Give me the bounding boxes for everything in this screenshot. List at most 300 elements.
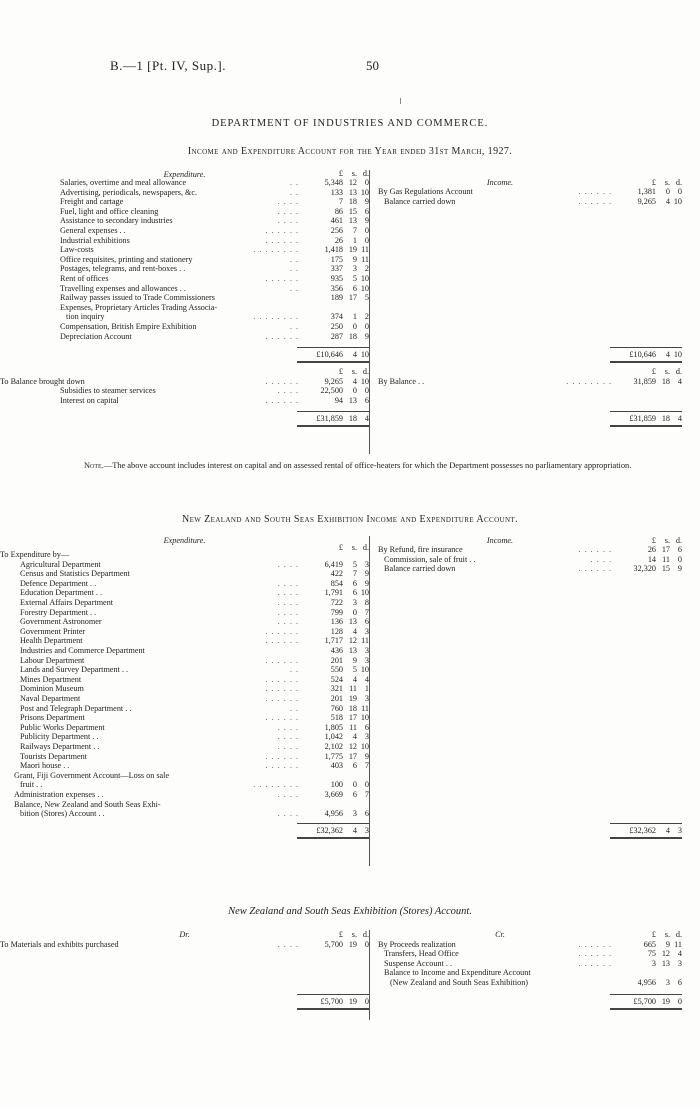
amount-pence: 0 [677, 996, 682, 1006]
pence-head: d. [362, 367, 369, 377]
amount-pounds: £32,362 [316, 825, 343, 835]
amount-cell [297, 312, 369, 322]
amount-shillings: 15 [348, 206, 357, 216]
amount-pence: 10 [360, 665, 369, 675]
amount-pence: 9 [364, 569, 369, 579]
currency-heads [610, 367, 682, 377]
row-label [60, 332, 132, 342]
amount-pence: 10 [673, 350, 682, 360]
amount-pence: 11 [361, 245, 369, 255]
amount-pence: 3 [364, 694, 369, 703]
amount-pounds: 14 [647, 554, 656, 564]
amount-pence: 0 [364, 939, 369, 949]
row-leader: . . . . . . [578, 196, 612, 206]
amount-cell [297, 617, 369, 627]
amount-pounds: 256 [330, 226, 343, 235]
row-label [20, 560, 101, 570]
amount-cell [297, 742, 369, 752]
ledger-row [20, 674, 369, 685]
single-rule [297, 347, 369, 348]
row-label [20, 617, 102, 627]
amount-pence: 10 [360, 283, 369, 293]
row-label [20, 732, 98, 742]
amount-pounds: 189 [330, 293, 343, 303]
amount-shillings: 13 [348, 646, 357, 655]
amount-shillings: 17 [348, 713, 357, 723]
amount-cell [297, 608, 369, 618]
amount-pence: 3 [364, 559, 369, 569]
row-label-text: Defence Department . . [20, 578, 97, 588]
amount-pounds: 374 [330, 312, 343, 322]
amount-pence: 3 [364, 646, 369, 655]
ledger-row [60, 216, 369, 226]
amount-shillings: 12 [348, 636, 357, 646]
amount-shillings: 6 [352, 283, 357, 293]
amount-shillings: 0 [352, 322, 357, 331]
row-label [60, 178, 186, 188]
amount-shillings: 9 [352, 254, 357, 264]
amount-cell [297, 264, 369, 274]
row-label-text: (New Zealand and South Seas Exhibition) [390, 978, 529, 987]
amount-shillings: 0 [352, 780, 357, 790]
row-label [20, 598, 113, 608]
amount-pounds: 1,042 [324, 732, 343, 742]
amount-pence: 10 [360, 742, 369, 751]
amount-pounds: 287 [330, 331, 343, 341]
pence-head: d. [675, 536, 682, 545]
row-label [384, 197, 455, 207]
amount-cell [610, 350, 682, 360]
cr-header: Cr. [495, 930, 505, 939]
amount-pence: 9 [364, 331, 369, 341]
row-leader: . . . . . . . . [253, 780, 299, 790]
row-label-text: Prisons Department [20, 713, 85, 723]
ledger-row [378, 377, 682, 387]
amount-shillings: 13 [348, 617, 357, 627]
ledger-row [378, 545, 682, 555]
row-leader: . . . . . . [265, 331, 299, 341]
amount-shillings: 0 [352, 607, 357, 617]
ledger-row [60, 178, 369, 188]
amount-pence: 3 [364, 655, 369, 665]
double-rule [297, 361, 369, 363]
row-label-text: Salaries, overtime and meal allowance [60, 178, 187, 187]
row-leader: . . . . . . [578, 545, 612, 554]
amount-pence: 7 [364, 790, 369, 799]
amount-shillings: 4 [352, 674, 357, 684]
amount-shillings: 12 [348, 178, 357, 187]
row-label-text: Commission, sale of fruit . . [384, 554, 476, 564]
amount-pounds: £31,859 [316, 413, 343, 423]
amount-cell [610, 949, 682, 959]
row-leader: . . . . . . [265, 674, 299, 684]
shilling-head: s. [351, 367, 357, 377]
double-rule [297, 837, 369, 839]
ledger-row [20, 569, 369, 579]
pound-head: £ [651, 178, 656, 187]
amount-cell [297, 245, 369, 255]
amount-pence: 11 [674, 939, 682, 949]
margin-mark [400, 98, 401, 104]
amount-pence: 6 [677, 978, 682, 987]
row-leader: . . . . [277, 809, 299, 819]
row-leader: . . . . . . [265, 655, 299, 665]
amount-pence: 6 [364, 396, 369, 405]
amount-cell [610, 564, 682, 574]
note-text: —The above account includes interest on capital and on assessed rental of office-heaters for which the Department possesses no parliamentary appropriation. [103, 461, 632, 470]
amount-shillings: 11 [349, 722, 357, 732]
amount-shillings: 11 [349, 684, 357, 694]
row-label-text: fruit . . [20, 780, 43, 790]
amount-shillings: 18 [348, 331, 357, 341]
row-label-text: By Gas Regulations Account [378, 187, 473, 196]
pence-head: d. [362, 543, 369, 552]
row-leader: . . . . [277, 790, 299, 799]
account1-title: Income and Expenditure Account for the Year ended 31st March, 1927. [187, 146, 513, 157]
amount-pence: 4 [364, 413, 369, 423]
page-number: 50 [366, 58, 379, 73]
amount-cell [610, 997, 682, 1007]
amount-cell [297, 598, 369, 608]
row-label-text: Publicity Department . . [20, 732, 99, 742]
amount-pence: 9 [364, 578, 369, 588]
amount-cell [297, 303, 369, 313]
amount-pence: 4 [677, 413, 682, 423]
amount-pence: 0 [364, 322, 369, 331]
shilling-head: s. [664, 536, 670, 545]
amount-pounds: 94 [334, 396, 343, 405]
row-label [60, 396, 119, 406]
amount-pounds: 760 [330, 703, 343, 713]
row-label-text: Railways Department . . [20, 742, 100, 751]
ledger-row [20, 626, 369, 637]
row-label [20, 588, 102, 598]
amount-cell [610, 978, 682, 988]
ledger-row [0, 376, 369, 387]
amount-shillings: 1 [352, 312, 357, 322]
amount-cell [297, 560, 369, 570]
ledger-row [20, 588, 369, 598]
amount-shillings: 6 [352, 588, 357, 598]
row-label [20, 684, 84, 694]
double-rule [610, 425, 682, 427]
single-rule [610, 823, 682, 824]
row-label [20, 675, 81, 685]
amount-cell [610, 414, 682, 424]
amount-pence: 10 [360, 187, 369, 197]
note-lead: Note. [84, 461, 104, 470]
row-label [60, 284, 186, 294]
amount-pounds: £32,362 [629, 825, 656, 835]
ledger-row [60, 332, 369, 342]
ledger-row [60, 245, 369, 255]
amount-pence: 6 [364, 722, 369, 732]
amount-pounds: 5,700 [324, 939, 343, 949]
row-label [20, 713, 85, 723]
amount-pence: 3 [677, 958, 682, 968]
amount-shillings: 6 [352, 790, 357, 799]
amount-pence: 9 [364, 751, 369, 761]
row-label-text: Advertising, periodicals, newspapers, &c. [60, 187, 198, 197]
double-rule [610, 361, 682, 363]
amount-pounds: 3,669 [324, 790, 343, 799]
amount-pounds: 31,859 [633, 376, 656, 386]
amount-cell [297, 579, 369, 589]
row-leader: . . . . . . [265, 761, 299, 771]
amount-pence: 10 [360, 274, 369, 283]
account3-title: New Zealand and South Seas Exhibition (Stores) Account. [228, 906, 472, 917]
amount-shillings: 7 [352, 226, 357, 235]
row-label-text: Industries and Commerce Department [20, 646, 145, 655]
shilling-head: s. [664, 930, 670, 939]
shilling-head: s. [351, 169, 357, 178]
amount-shillings: 12 [661, 949, 670, 959]
amount-pounds: 32,320 [633, 564, 656, 574]
row-label-text: Balance carried down [384, 564, 456, 574]
ledger-row [378, 555, 682, 565]
amount-pounds: 26 [334, 235, 343, 245]
amount-cell [297, 684, 369, 694]
row-label [0, 940, 119, 950]
single-rule [297, 823, 369, 824]
row-label-text: Naval Department [20, 694, 81, 703]
row-leader: . . [289, 703, 299, 713]
pound-head: £ [651, 367, 656, 377]
row-leader: . . . . . . [578, 939, 612, 949]
amount-cell [610, 545, 682, 555]
row-label [60, 207, 158, 217]
amount-shillings: 18 [348, 413, 357, 423]
expenditure-header: Expenditure. [163, 170, 206, 179]
amount-pence: 9 [364, 197, 369, 207]
amount-cell [297, 826, 369, 836]
amount-pounds: 4,956 [324, 809, 343, 819]
amount-pence: 4 [364, 674, 369, 684]
row-label-text: General expenses . . [60, 226, 126, 235]
ledger-row [378, 564, 682, 574]
income-header: Income. [486, 178, 514, 187]
amount-shillings: 6 [352, 761, 357, 771]
total-row [378, 350, 682, 360]
row-label [60, 197, 123, 207]
account3-credit-side [378, 930, 682, 1020]
amount-cell [297, 386, 369, 396]
ledger-row [60, 322, 369, 332]
row-label [378, 187, 473, 197]
account2-expenditure-side [0, 536, 370, 866]
row-label-text: bition (Stores) Account . . [20, 809, 105, 819]
dr-header: Dr. [179, 930, 190, 939]
row-label-text: Balance, New Zealand and South Seas Exhi- [14, 799, 161, 809]
row-label-text: Interest on capital [60, 396, 119, 405]
amount-shillings: 5 [352, 665, 357, 675]
row-label [66, 312, 104, 322]
row-label [20, 646, 145, 656]
amount-pence: 10 [673, 196, 682, 206]
amount-cell [297, 322, 369, 332]
ledger-row [60, 264, 369, 274]
row-leader: . . . . [277, 598, 299, 607]
row-label [14, 800, 161, 810]
amount-cell [297, 800, 369, 810]
row-label-text: Post and Telegraph Department . . [20, 703, 132, 713]
amount-pounds: 4,956 [637, 978, 656, 987]
amount-pence: 9 [677, 564, 682, 574]
row-label-text: Postages, telegrams, and rent-boxes . . [60, 264, 186, 274]
ledger-row [20, 722, 369, 733]
row-leader: . . [289, 187, 299, 197]
row-label [378, 940, 456, 950]
amount-pounds: £10,646 [316, 350, 343, 360]
row-label [378, 377, 424, 387]
amount-cell [297, 178, 369, 188]
ledger-row [20, 809, 369, 819]
amount-pounds: 461 [330, 216, 343, 226]
row-label [384, 555, 475, 565]
amount-cell [297, 236, 369, 246]
row-label-text: tion inquiry [66, 312, 105, 322]
amount-cell [297, 771, 369, 781]
total-row [378, 826, 682, 836]
ledger-row [20, 607, 369, 618]
pound-head: £ [338, 169, 343, 178]
expenditure-intro [0, 550, 369, 560]
amount-shillings: 17 [348, 293, 357, 303]
row-leader: . . . . [277, 607, 299, 617]
amount-shillings: 18 [348, 703, 357, 713]
amount-shillings: 4 [352, 626, 357, 636]
amount-pounds: 133 [330, 187, 343, 197]
row-label [60, 255, 192, 265]
account1-expenditure-side [0, 169, 370, 454]
amount-pounds: 665 [643, 939, 656, 949]
amount-pounds: 9,265 [637, 196, 656, 206]
amount-pence: 2 [364, 264, 369, 274]
page-header-reference: B.—1 [Pt. IV, Sup.]. [110, 58, 226, 73]
amount-shillings: 4 [352, 376, 357, 386]
amount-cell [297, 255, 369, 265]
ledger-row [60, 236, 369, 246]
pence-head: d. [675, 367, 682, 377]
amount-cell [610, 377, 682, 387]
row-label-text: Transfers, Head Office [384, 949, 459, 959]
amount-pounds: 9,265 [324, 376, 343, 386]
amount-pounds: 550 [330, 665, 343, 675]
amount-pounds: 86 [334, 206, 343, 216]
amount-shillings: 4 [352, 825, 357, 835]
ledger-row [20, 761, 369, 771]
amount-pounds: 6,419 [324, 559, 343, 569]
row-leader: . . . . . . [265, 684, 299, 694]
row-leader: . . . . [277, 732, 299, 742]
row-label-text: Dominion Museum [20, 684, 84, 694]
row-leader: . . . . . . [265, 396, 299, 405]
amount-pence: 3 [364, 825, 369, 835]
amount-pounds: 75 [647, 949, 656, 959]
amount-shillings: 1 [352, 235, 357, 245]
row-leader: . . . . . . [265, 694, 299, 703]
account1-note [60, 460, 684, 471]
amount-cell [297, 665, 369, 675]
row-leader: . . . . [277, 197, 299, 207]
row-label [60, 274, 109, 284]
amount-shillings: 5 [352, 274, 357, 283]
row-label-text: Assistance to secondary industries [60, 216, 173, 226]
row-label-text: Government Astronomer [20, 617, 102, 627]
row-leader: . . . . . . [265, 626, 299, 636]
ledger-row [20, 732, 369, 742]
amount-pounds: 1,791 [324, 588, 343, 598]
row-leader: . . . . [277, 742, 299, 751]
amount-shillings: 3 [352, 809, 357, 819]
amount-pounds: £31,859 [629, 413, 656, 423]
ledger-row [378, 949, 682, 959]
shilling-head: s. [664, 178, 670, 187]
row-leader: . . [289, 264, 299, 274]
row-label [384, 949, 459, 959]
double-rule [610, 837, 682, 839]
row-leader: . . [289, 322, 299, 331]
row-leader: . . . . . . [578, 187, 612, 196]
amount-pounds: 1,418 [324, 245, 343, 255]
row-label [20, 780, 42, 790]
amount-pounds: 201 [330, 694, 343, 703]
amount-pounds: 5,348 [324, 178, 343, 187]
row-label [60, 216, 173, 226]
ledger-row [60, 293, 369, 303]
amount-shillings: 4 [352, 350, 357, 360]
amount-cell [297, 713, 369, 723]
amount-pence: 10 [360, 376, 369, 386]
ledger-row [60, 255, 369, 265]
amount-cell [297, 274, 369, 284]
row-leader: . . . . [277, 386, 299, 396]
row-leader: . . . . . . [578, 949, 612, 959]
row-leader: . . . . [277, 588, 299, 598]
pound-head: £ [338, 367, 343, 377]
row-leader: . . . . . . [265, 235, 299, 245]
amount-pence: 0 [364, 996, 369, 1006]
row-leader: . . . . [277, 617, 299, 627]
ledger-row [20, 598, 369, 608]
single-rule [610, 347, 682, 348]
income-header: Income. [486, 536, 514, 545]
row-label-text: To Materials and exhibits purchased [0, 939, 119, 949]
department-title: DEPARTMENT OF INDUSTRIES AND COMMERCE. [211, 118, 489, 129]
row-label [20, 579, 96, 589]
amount-cell [297, 694, 369, 704]
ledger-row [20, 636, 369, 646]
ledger-row [60, 396, 369, 406]
row-label [20, 723, 105, 733]
row-leader: . . . . [590, 554, 612, 564]
ledger-row [20, 751, 369, 762]
pound-head: £ [338, 930, 343, 939]
amount-pence: 0 [364, 780, 369, 790]
row-label [20, 665, 128, 675]
amount-pounds: 403 [330, 761, 343, 771]
amount-cell [297, 761, 369, 771]
amount-pence: 0 [364, 226, 369, 235]
row-label-text: Balance to Income and Expenditure Account [384, 968, 531, 978]
single-rule [610, 411, 682, 412]
currency-heads [610, 930, 682, 940]
row-leader: . . . . [277, 939, 299, 949]
ledger-row [20, 655, 369, 666]
ledger-row [60, 386, 369, 396]
amount-cell [297, 293, 369, 303]
ledger-row [0, 939, 369, 950]
